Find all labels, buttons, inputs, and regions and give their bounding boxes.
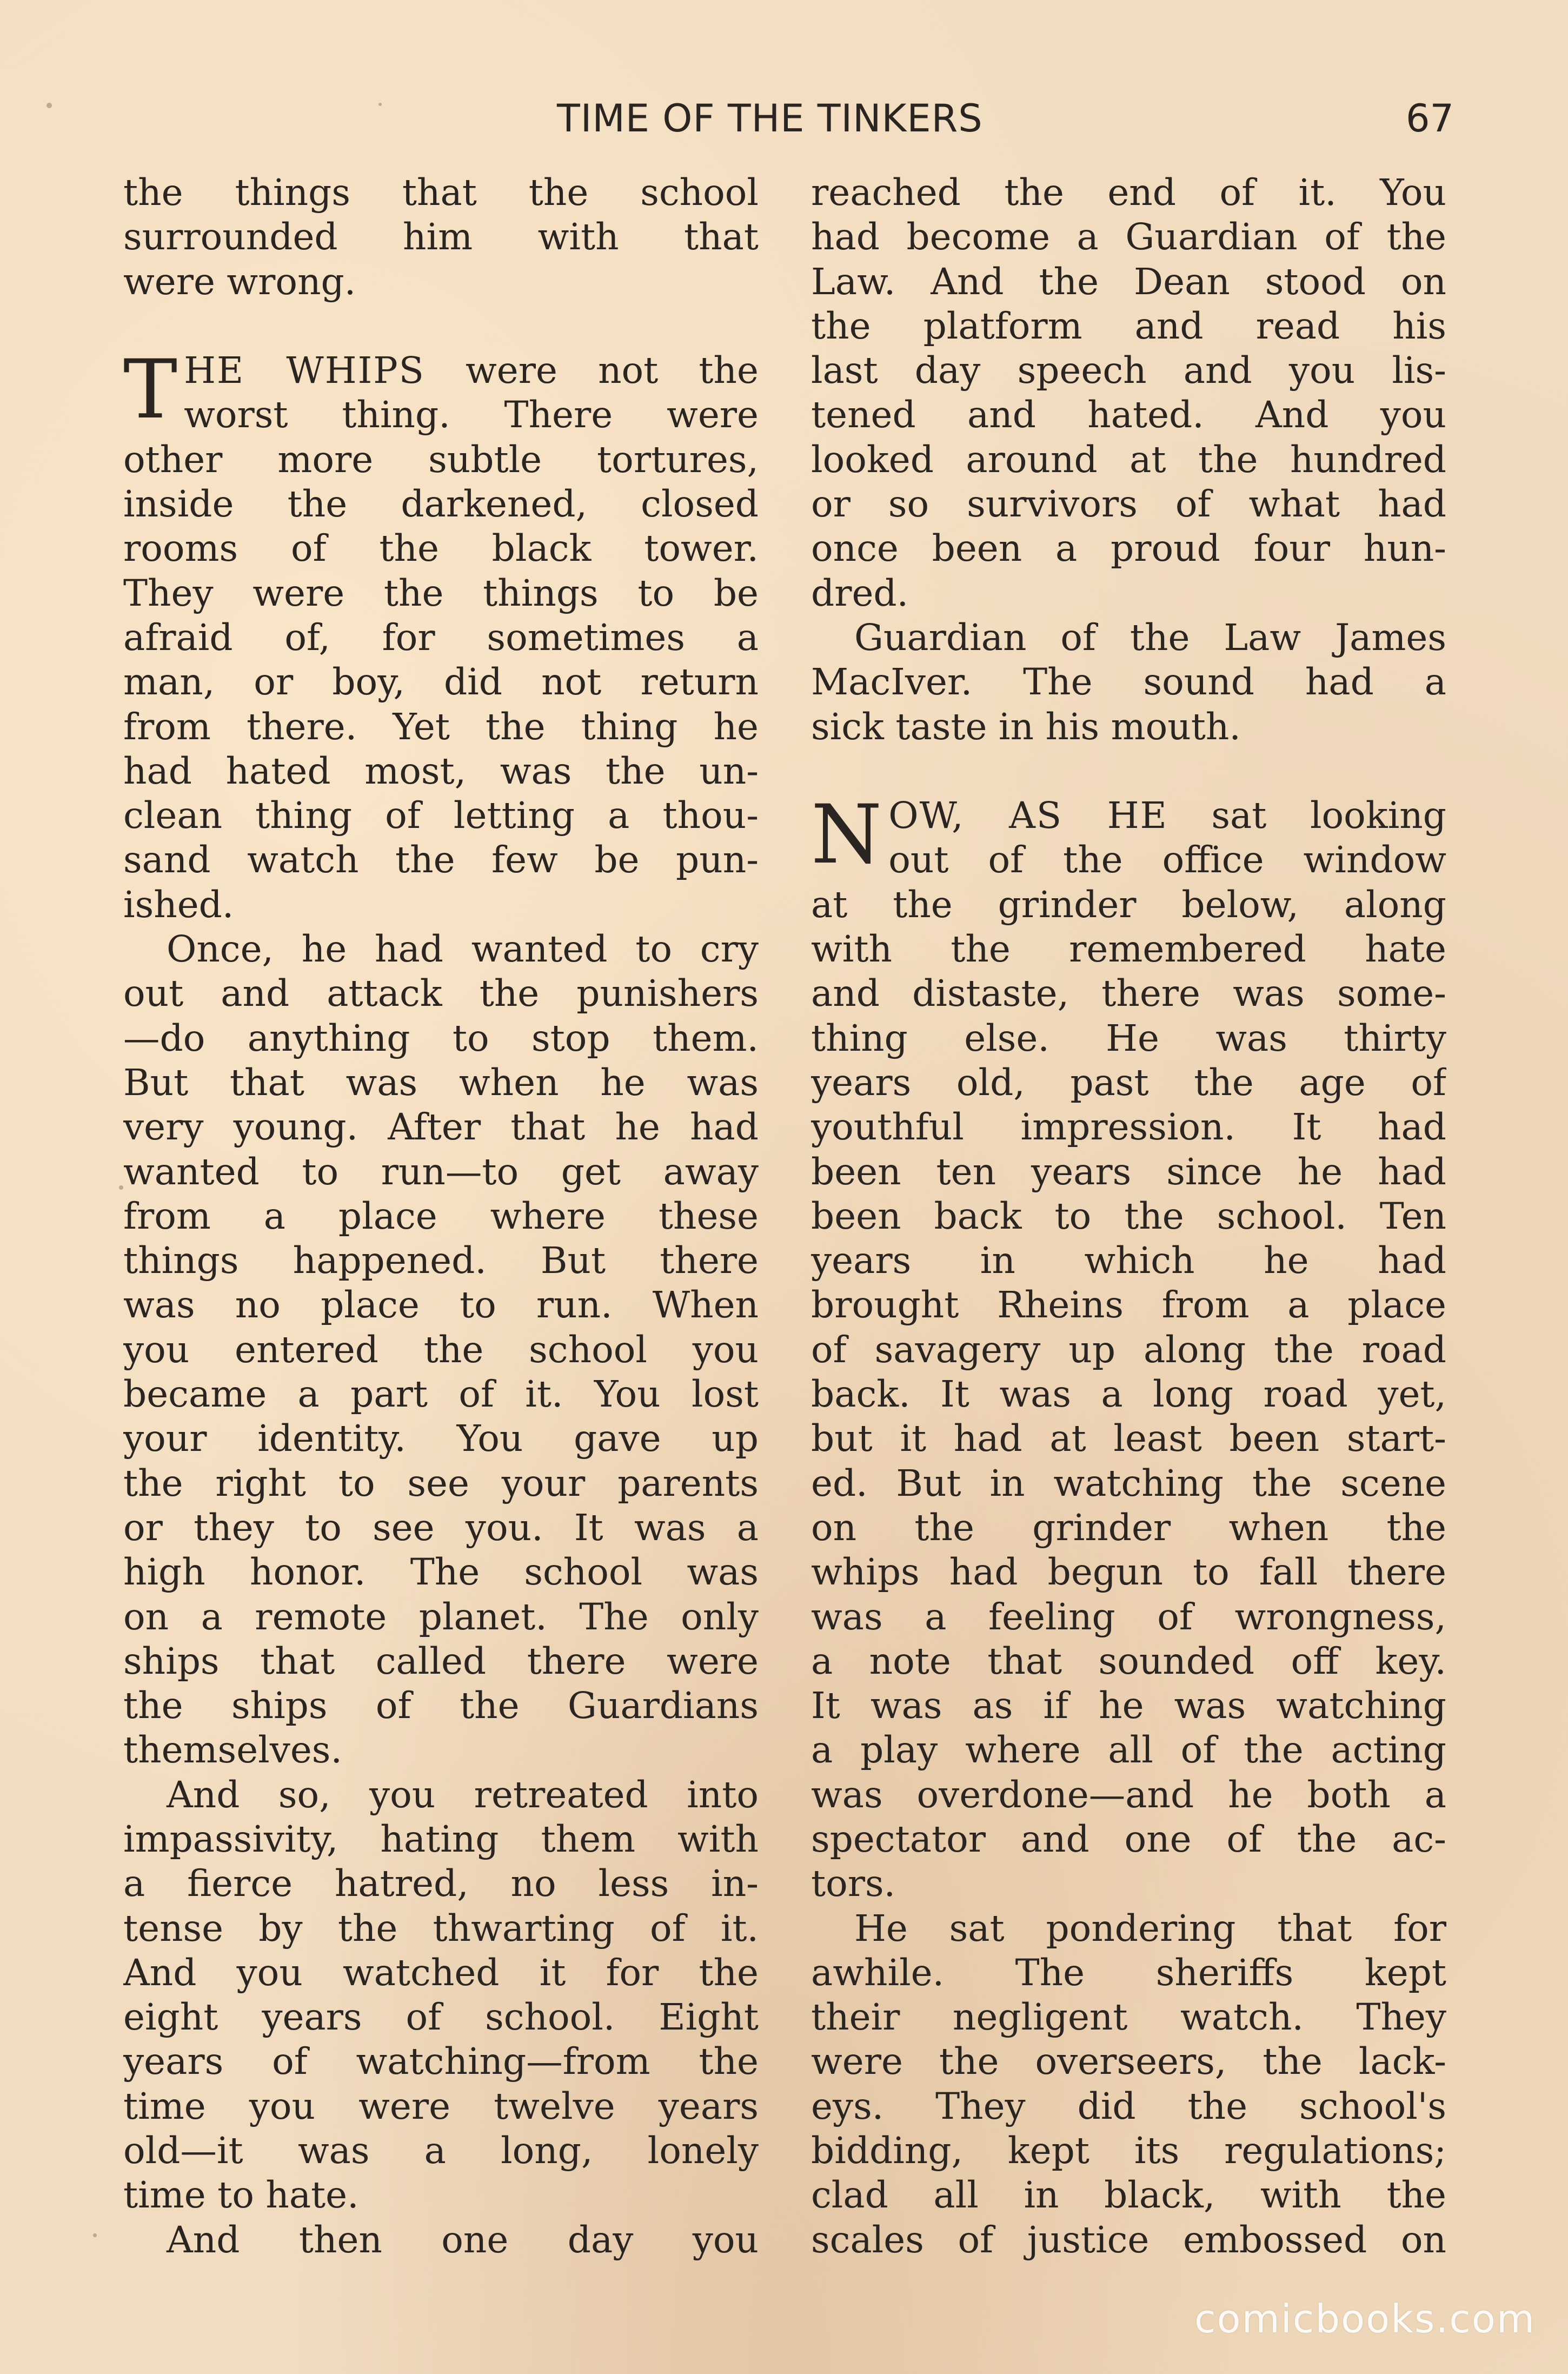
text-line: been ten years since he had [811,1150,1446,1193]
text-line: was no place to run. When [123,1283,759,1327]
text-line: worst thing. There were [184,393,759,436]
text-line: afraid of, for sometimes a [123,615,759,659]
text-line: clad all in black, with the [811,2173,1446,2217]
text-line: the things that the school [123,171,759,214]
lead-in-caps: HE WHIPS [184,349,425,392]
text-line: thing else. He was thirty [811,1016,1446,1059]
text-line: out and attack the punishers [123,972,759,1015]
text-line: their negligent watch. They [811,1995,1446,2039]
text-line [888,793,1446,838]
text-line: things happened. But there [123,1239,759,1282]
text-line: with the remembered hate [811,927,1446,971]
text-line: from there. Yet the thing he [123,705,759,748]
text-line: out of the office window [888,838,1446,881]
text-line: had become a Guardian of the [811,215,1446,258]
text-line: Once, he had wanted to cry [167,927,759,971]
text-line: time to hate. [123,2173,359,2217]
text-line: MacIver. The sound had a [811,660,1446,704]
text-line: the right to see your parents [123,1461,759,1504]
text-line: the ships of the Guardians [123,1684,759,1727]
section-break [811,749,1446,793]
lead-in-rest: were not the [466,349,759,392]
text-line: your identity. You gave up [123,1417,759,1460]
text-line: years in which he had [811,1239,1446,1282]
text-line: years old, past the age of [811,1060,1446,1104]
text-line: They were the things to be [123,571,759,614]
text-line: ships that called there were [123,1639,759,1682]
text-line: dred. [811,571,909,614]
page-number: 67 [1406,96,1454,141]
text-line: were wrong. [123,260,356,303]
text-line: And so, you retreated into [167,1773,759,1816]
paper-speck [93,2233,97,2237]
text-line: But that was when he was [123,1060,759,1104]
text-line: became a part of it. You lost [123,1372,759,1416]
text-line: you entered the school you [123,1328,759,1371]
text-line: a fierce hatred, no less in- [123,1862,759,1905]
text-line: Guardian of the Law James [854,615,1446,659]
text-line: And you watched it for the [123,1951,759,1994]
text-line: Law. And the Dean stood on [811,260,1446,303]
text-line: surrounded him with that [123,215,759,258]
text-line: time you were twelve years [123,2084,759,2127]
text-line: back. It was a long road yet, [811,1372,1446,1416]
left-column [123,170,759,2262]
text-line: —do anything to stop them. [123,1016,759,1059]
drop-cap-letter: N [811,788,882,883]
text-line: or so survivors of what had [811,482,1446,526]
text-line: on the grinder when the [811,1506,1446,1549]
text-line: the platform and read his [811,304,1446,347]
text-line: were the overseers, the lack- [811,2040,1446,2083]
text-line: at the grinder below, along [811,883,1446,926]
text-line [184,348,759,393]
text-line: tened and hated. And you [811,393,1446,436]
text-line: once been a proud four hun- [811,527,1446,570]
text-line: looked around at the hundred [811,437,1446,481]
text-line: awhile. The sheriffs kept [811,1951,1446,1994]
text-line: clean thing of letting a thou- [123,794,759,837]
right-column [811,170,1446,2262]
text-line: eys. They did the school's [811,2084,1446,2127]
text-line: ished. [123,883,234,926]
text-line: It was as if he was watching [811,1684,1446,1727]
text-line: whips had begun to fall there [811,1550,1446,1594]
section-break [123,304,759,348]
comicbooks-watermark: comicbooks.com [1194,2296,1536,2342]
text-line: was a feeling of wrongness, [811,1595,1446,1638]
drop-cap-paragraph [123,343,759,437]
text-line: high honor. The school was [123,1550,759,1594]
text-line: but it had at least been start- [811,1417,1446,1460]
text-line: And then one day you [167,2218,759,2261]
text-line: scales of justice embossed on [811,2218,1446,2261]
text-line: or they to see you. It was a [123,1506,759,1549]
text-line: from a place where these [123,1194,759,1237]
paper-speck [119,1185,123,1190]
text-line: tense by the thwarting of it. [123,1906,759,1949]
text-line: spectator and one of the ac- [811,1817,1446,1860]
text-line: man, or boy, did not return [123,660,759,704]
text-line: of savagery up along the road [811,1328,1446,1371]
text-line: wanted to run—to get away [123,1150,759,1193]
text-line: eight years of school. Eight [123,1995,759,2039]
text-line: and distaste, there was some- [811,972,1446,1015]
paper-speck [378,103,382,106]
text-line: themselves. [123,1728,342,1772]
text-line: brought Rheins from a place [811,1283,1446,1327]
text-line: old—it was a long, lonely [123,2129,759,2172]
text-line: reached the end of it. You [811,171,1446,214]
text-line: He sat pondering that for [854,1906,1446,1949]
text-line: last day speech and you lis- [811,349,1446,392]
drop-cap-paragraph [811,788,1446,883]
text-line: bidding, kept its regulations; [811,2129,1446,2172]
text-line: inside the darkened, closed [123,482,759,526]
text-line: ed. But in watching the scene [811,1461,1446,1504]
text-line: been back to the school. Ten [811,1194,1446,1237]
text-line: sick taste in his mouth. [811,705,1241,748]
text-line: sand watch the few be pun- [123,838,759,881]
lead-in-caps: OW, AS HE [888,794,1168,837]
text-line: youthful impression. It had [811,1105,1446,1149]
lead-in-rest: sat looking [1211,794,1446,837]
text-line: was overdone—and he both a [811,1773,1446,1816]
text-line: very young. After that he had [123,1105,759,1149]
drop-cap-letter: T [123,343,178,437]
text-line: years of watching—from the [123,2040,759,2083]
text-line: had hated most, was the un- [123,749,759,792]
text-line: a note that sounded off key. [811,1639,1446,1682]
text-line: a play where all of the acting [811,1728,1446,1772]
text-line: on a remote planet. The only [123,1595,759,1638]
text-line: tors. [811,1862,896,1905]
running-title: TIME OF THE TINKERS [557,96,983,141]
text-line: other more subtle tortures, [123,437,759,481]
paper-speck [46,103,52,108]
text-line: rooms of the black tower. [123,527,759,570]
text-line: impassivity, hating them with [123,1817,759,1860]
